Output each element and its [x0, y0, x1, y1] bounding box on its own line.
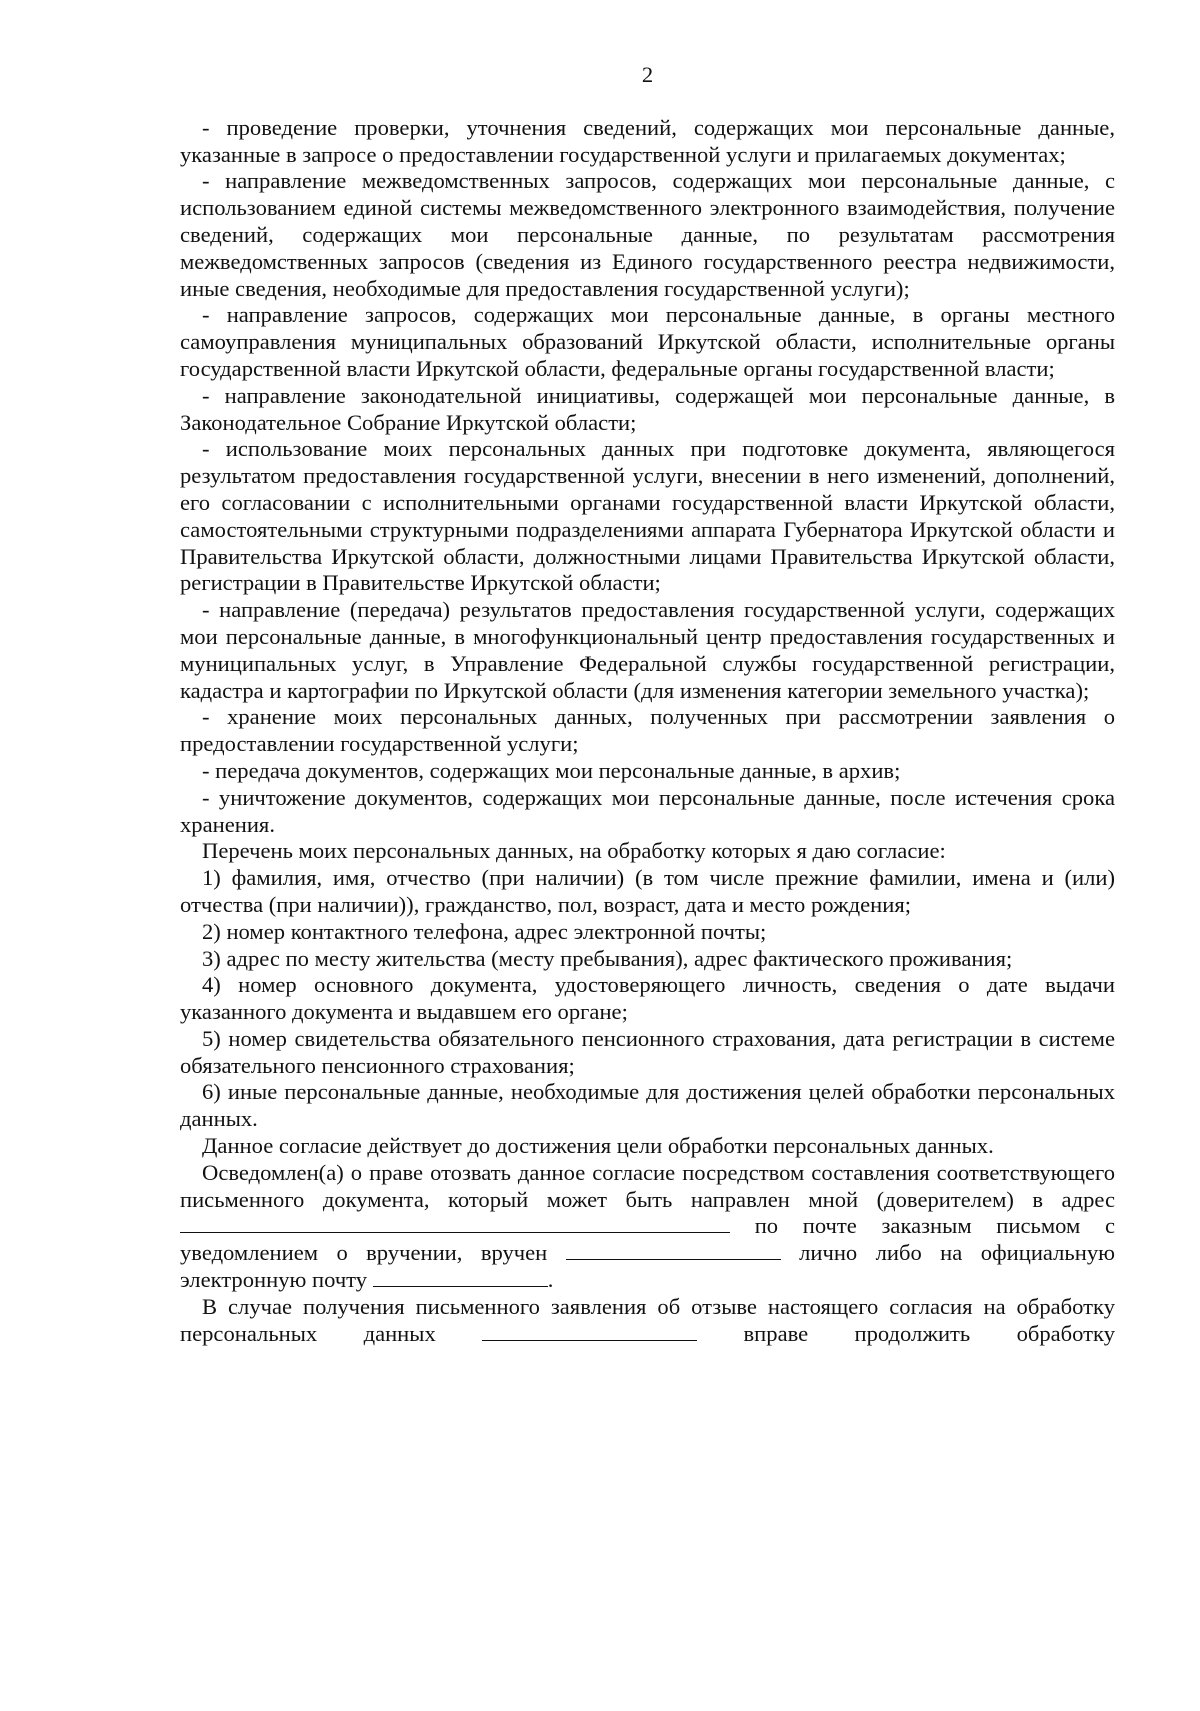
paragraph-requests-to-authorities: - направление запросов, содержащих мои персональные данные, в органы местного самоуправления муниципальных образований Иркутской области, исполнительные органы государственной власти Иркутской области, федеральные органы государственной власти;: [180, 302, 1115, 381]
paragraph-revocation: [180, 1294, 1115, 1348]
list-item-other-data: 6) иные персональные данные, необходимые для достижения целей обработки персональных данных.: [180, 1079, 1115, 1132]
withdrawal-text-1: Осведомлен(а) о праве отозвать данное согласие посредством составления соответствующего письменного документа, который может быть направлен мной (доверителем) в адрес: [180, 1159, 1115, 1212]
paragraph-interagency-requests: - направление межведомственных запросов, содержащих мои персональные данные, с использованием единой системы межведомственного электронного взаимодействия, получение сведений, содержащих мои персональные данные, по результатам рассмотрения межведомственных запросов (сведения из Единого государственного реестра недвижимости, иные сведения, необходимые для предоставления государственной услуги);: [180, 168, 1115, 301]
paragraph-data-list-intro: Перечень моих персональных данных, на обработку которых я даю согласие:: [202, 838, 946, 864]
email-blank-field[interactable]: [373, 1268, 548, 1287]
paragraph-document-preparation: - использование моих персональных данных при подготовке документа, являющегося результатом предоставления государственной услуги, внесении в него изменений, дополнений, его согласовании с исполнительными органами государственной власти Иркутской области, самостоятельными структурными подразделениями аппарата Губернатора Иркутской области и Правительства Иркутской области, должностными лицами Правительства Иркутской области, регистрации в Правительстве Иркутской области;: [180, 436, 1115, 596]
revocation-text-2: вправе продолжить обработку: [743, 1320, 1116, 1346]
operator-blank-field[interactable]: [482, 1322, 697, 1341]
paragraph-results-transfer: - направление (передача) результатов предоставления государственной услуги, содержащих мои персональные данные, в многофункциональный центр предоставления государственных и муниципальных услуг, в Управление Федеральной службы государственной регистрации, кадастра и картографии по Иркутской области (для изменения категории земельного участка);: [180, 597, 1115, 703]
withdrawal-text-3: лично либо на официальную электронную почту: [180, 1240, 1115, 1293]
list-item-contacts: 2) номер контактного телефона, адрес электронной почты;: [202, 918, 767, 944]
document-page: [180, 62, 1115, 1347]
paragraph-storage: - хранение моих персональных данных, полученных при рассмотрении заявления о предоставлении государственной услуги;: [180, 704, 1115, 757]
revocation-text-1: В случае получения письменного заявления об отзыве настоящего согласия на обработку персональных данных: [180, 1293, 1115, 1346]
withdrawal-text-4: .: [547, 1267, 554, 1293]
withdrawal-text-2: по почте заказным письмом с уведомлением о вручении, вручен: [180, 1213, 1115, 1266]
paragraph-destruction: - уничтожение документов, содержащих мои персональные данные, после истечения срока хранения.: [180, 784, 1115, 837]
list-item-pension-insurance: 5) номер свидетельства обязательного пенсионного страхования, дата регистрации в системе обязательного пенсионного страхования;: [180, 1025, 1115, 1078]
list-item-address: 3) адрес по месту жительства (месту пребывания), адрес фактического проживания;: [202, 945, 1013, 971]
list-item-identity-document: 4) номер основного документа, удостоверяющего личность, сведения о дате выдачи указанного документа и выдавшем его органе;: [180, 972, 1115, 1025]
hand-delivery-blank-field[interactable]: [566, 1241, 781, 1260]
paragraph-archive: - передача документов, содержащих мои персональные данные, в архив;: [202, 757, 901, 783]
paragraph-legislative-initiative: - направление законодательной инициативы, содержащей мои персональные данные, в Законодательное Собрание Иркутской области;: [180, 382, 1115, 435]
paragraph-verification: - проведение проверки, уточнения сведений, содержащих мои персональные данные, указанные в запросе о предоставлении государственной услуги и прилагаемых документах;: [180, 114, 1115, 167]
page-number: 2: [641, 62, 654, 87]
paragraph-consent-validity: Данное согласие действует до достижения цели обработки персональных данных.: [202, 1133, 994, 1159]
list-item-full-name: 1) фамилия, имя, отчество (при наличии) (в том числе прежние фамилии, имена и (или) отчества (при наличии)), гражданство, пол, возраст, дата и место рождения;: [180, 865, 1115, 917]
address-blank-field[interactable]: [180, 1214, 730, 1233]
paragraph-withdrawal-right: [180, 1160, 1115, 1294]
